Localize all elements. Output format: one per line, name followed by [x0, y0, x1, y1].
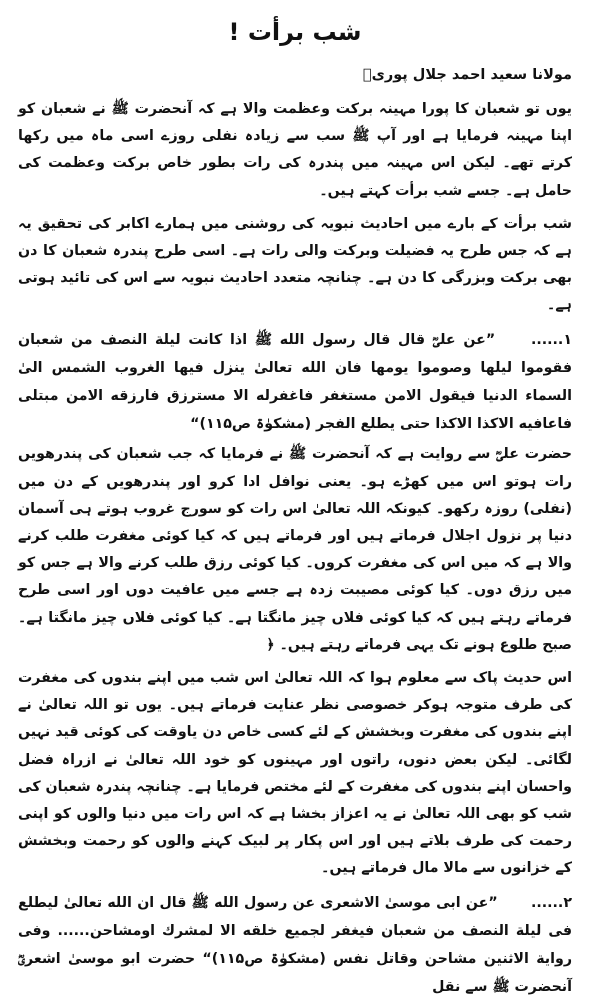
article-title: شب برأت !	[228, 18, 362, 46]
hadith-1-translation: حضرت علیؓ سے روایت ہے کہ آنحضرت ﷺ نے فرمایا کہ جب شعبان کی پندرھویں رات ہوتو اس میں کھڑے ہو۔ یعنی نوافل ادا کرو اور پندرھویں کے دن میں (نفلی) روزہ رکھو۔ کیونکہ اللہ تعالیٰ اس رات کو سورج غروب ہوتے ہی آسمان دنیا پر نزول اجلال فرماتے ہیں اور فرماتے ہیں کہ کیا کوئی مغفرت طلب کرنے والا ہے کہ میں اس کی مغفرت کروں۔ کیا کوئی رزق طلب کرنے والا ہے جس کو میں رزق دوں۔ کیا کوئی مصیبت زدہ ہے جسے میں عافیت دوں اور اسی طرح فرماتے رہتے ہیں کہ کیا کوئی فلاں چیز مانگتا ہے۔ کیا کوئی فلاں چیز مانگتا ہے۔ صبح طلوع ہونے تک یہی فرماتے رہتے ہیں۔ ﴿	[18, 446, 572, 653]
hadith-2-number: ۲......	[530, 894, 572, 911]
explanation-paragraph: اس حدیث پاک سے معلوم ہوا کہ اللہ تعالیٰ اس شب میں اپنے بندوں کی مغفرت کی طرف متوجہ ہوکر خصوصی نظر عنایت فرماتے ہیں۔ یوں تو اللہ تعالیٰ نے اپنے بندوں کی مغفرت وبخشش کے لئے کسی خاص دن یاوقت کی کوئی قید نہیں لگائی۔ لیکن بعض دنوں، راتوں اور مہینوں کو خود اللہ تعالیٰ نے ازراہ فضل واحسان اپنے بندوں کی مغفرت کے لئے مختص فرمایا ہے۔ چنانچہ پندرہ شعبان کی شب کو بھی اللہ تعالیٰ نے یہ اعزاز بخشا ہے کہ اس رات میں دنیا والوں کو اپنی رحمت کی طرف بلاتے ہیں اور اس پکار پر لبیک کہنے والوں کو رحمت وبخشش کے خزانوں سے مالا مال فرماتے ہیں۔	[18, 670, 572, 877]
shab-e-barat-paragraph: شب برأت کے بارے میں احادیث نبویہ کی روشنی میں ہمارے اکابر کی تحقیق یہ ہے کہ جس طرح یہ فضیلت وبرکت والی رات ہے۔ اسی طرح پندرہ شعبان کا دن بھی برکت وبزرگی کا دن ہے۔ چنانچہ متعدد احادیث نبویہ سے اس کی تائید ہوتی ہے۔	[18, 215, 572, 314]
hadith-1-text: ”عن علیؓ قال قال رسول الله ﷺ اذا کانت لیلة النصف من شعبان فقوموا لیلها وصوموا یومها فان الله تعالیٰ ینزل فیها الغروب الشمس الیٰ السماء الدنیا فیقول الامن مستغفر فاغفرله الا مسترزق فارزقه الامن مبتلی فاعافیه الاکذا الاکذا حتی یطلع الفجر (مشکوٰۃ ص۱۱۵)“	[18, 331, 572, 433]
intro-paragraph: یوں تو شعبان کا پورا مہینہ برکت وعظمت والا ہے کہ آنحضرت ﷺ نے شعبان کو اپنا مہینہ فرمایا ہے اور آپ ﷺ سب سے زیادہ نفلی روزے اسی ماہ میں رکھا کرتے تھے۔ لیکن اس مہینہ میں پندرہ کی رات بطور خاص برکت وعظمت کی حامل ہے۔ جسے شب برأت کہتے ہیں۔	[18, 101, 572, 199]
hadith-2-arabic	[18, 889, 572, 1002]
hadith-2-translation-start: حضرت ابو موسیٰ اشعریؓ آنحضرت ﷺ سے نقل	[18, 951, 572, 996]
hadith-2-text: ”عن ابی موسیٰ الاشعری عن رسول الله ﷺ قال ان الله تعالیٰ لیطلع فی لیلة النصف من شعبان فیغفر لجمیع خلقه الا لمشرك اومشاحن...... وفی روایة الاثنین مشاحن وقاتل نفس (مشکوٰۃ ص۱۱۵)“	[18, 894, 572, 968]
hadith-1-number: ۱......	[530, 331, 572, 348]
author-name: مولانا سعید احمد جلال پوریؒ	[362, 67, 572, 83]
hadith-1-arabic	[18, 326, 572, 439]
